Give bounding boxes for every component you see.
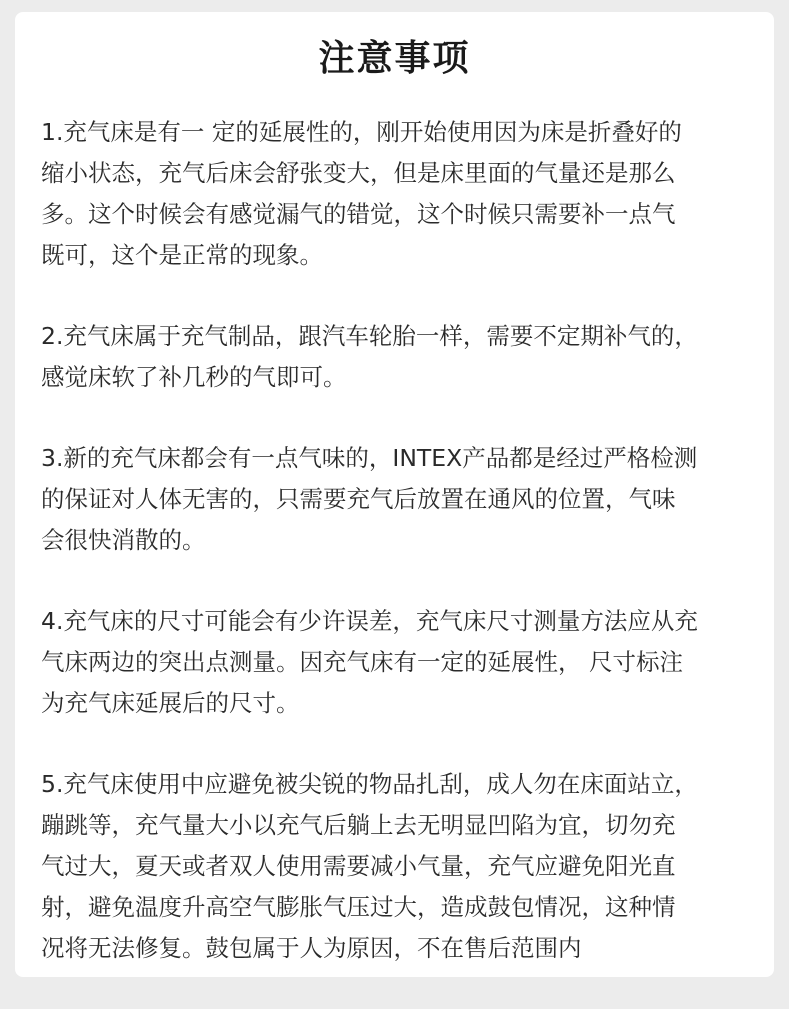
notice-list — [41, 112, 761, 1009]
notice-item-4: 4.充气床的尺寸可能会有少许误差，充气床尺寸测量方法应从充 气床两边的突出点测量。因充气床有一定的延展性， 尺寸标注 为充气床延展后的尺寸。 — [41, 607, 698, 717]
notice-card — [15, 12, 774, 977]
notice-item-5: 5.充气床使用中应避免被尖锐的物品扎刮，成人勿在床面站立， 蹦跳等，充气量大小以充气后躺上去无明显凹陷为宜，切勿充 气过大，夏天或者双人使用需要减小气量，充气应避免阳光直 射，避免温度升高空气膨胀气压过大，造成鼓包情况，这种情 况将无法修复。鼓包属于人为原因，不在售后范围内 — [41, 770, 698, 962]
page-title: 注意事项 — [318, 38, 471, 79]
notice-item-2: 2.充气床属于充气制品，跟汽车轮胎一样，需要不定期补气的， 感觉床软了补几秒的气即可。 — [41, 322, 698, 391]
notice-item-3: 3.新的充气床都会有一点气味的，INTEX产品都是经过严格检测 的保证对人体无害的，只需要充气后放置在通风的位置，气味 会很快消散的。 — [41, 444, 698, 554]
notice-item-1: 1.充气床是有一 定的延展性的，刚开始使用因为床是折叠好的 缩小状态，充气后床会舒张变大，但是床里面的气量还是那么 多。这个时候会有感觉漏气的错觉，这个时候只需要补一点气 既可，这个是正常的现象。 — [41, 118, 682, 269]
